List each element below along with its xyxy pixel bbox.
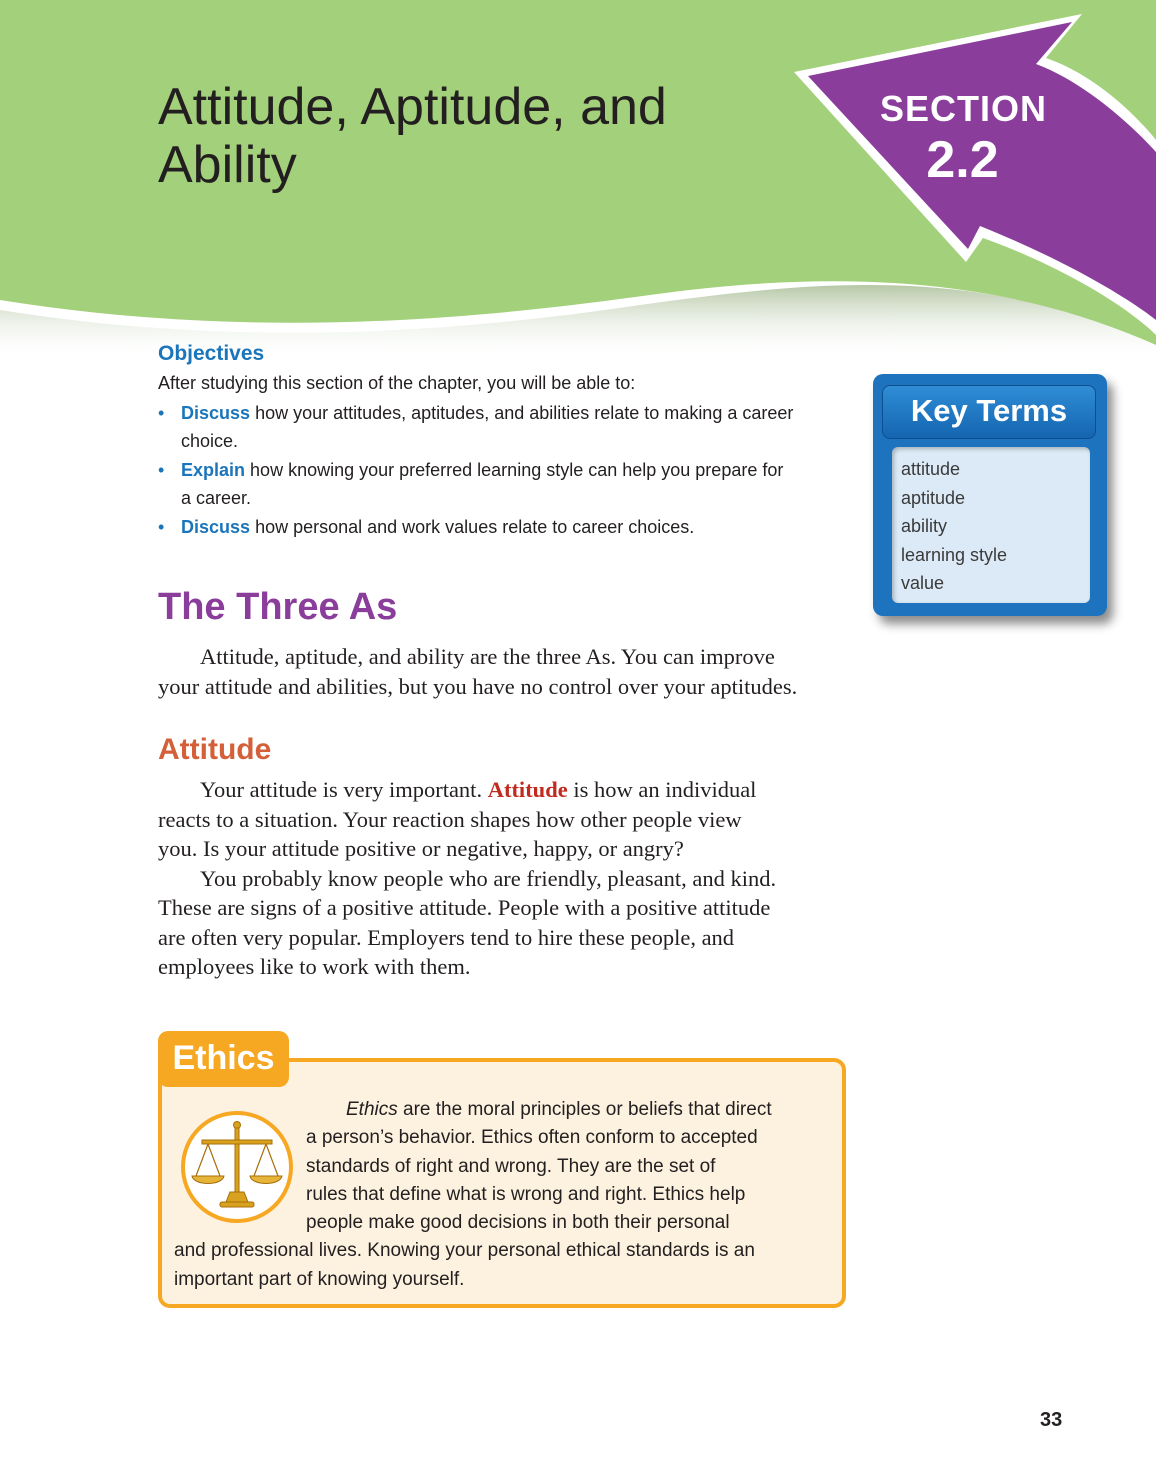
- ethics-line: people make good decisions in both their personal: [306, 1212, 730, 1234]
- text-run: Your attitude is very important.: [200, 777, 483, 802]
- objective-text-cont: a career.: [181, 488, 252, 508]
- key-terms-list: [901, 455, 1007, 598]
- paragraph-line: You probably know people who are friendly, pleasant, and kind.: [200, 865, 777, 891]
- paragraph-line: [158, 775, 858, 805]
- key-term-item: value: [901, 573, 945, 593]
- ethics-line: rules that define what is wrong and right. Ethics help: [306, 1183, 746, 1205]
- bullet-icon: •: [158, 403, 165, 423]
- attitude-body: [158, 775, 858, 982]
- paragraph-line: are often very popular. Employers tend to hire these people, and: [158, 924, 735, 950]
- bullet-icon: •: [158, 517, 165, 537]
- ethics-line: and professional lives. Knowing your personal ethical standards is an: [174, 1240, 755, 1262]
- objective-verb: Discuss: [181, 517, 251, 537]
- title-line-1: Attitude, Aptitude, and: [158, 78, 667, 136]
- paragraph-line: reacts to a situation. Your reaction shapes how other people view: [158, 806, 742, 832]
- ethics-line: standards of right and wrong. They are the set of: [306, 1155, 716, 1177]
- objectives-heading: Objectives: [158, 342, 265, 365]
- objective-item: [158, 456, 858, 512]
- objective-verb: Explain: [181, 460, 246, 480]
- section-number: 2.2: [926, 131, 999, 189]
- key-term-item: learning style: [901, 544, 1008, 565]
- key-terms-title: Key Terms: [910, 393, 1068, 428]
- key-term-item: attitude: [901, 459, 961, 479]
- objective-verb: Discuss: [181, 403, 251, 423]
- objectives-intro: After studying this section of the chapter, you will be able to:: [158, 373, 636, 393]
- ethics-title: Ethics: [172, 1039, 275, 1077]
- ethics-line: a person’s behavior. Ethics often conform to accepted: [306, 1127, 758, 1149]
- three-as-heading: The Three As: [158, 586, 398, 628]
- objective-item: [158, 399, 858, 455]
- ethics-term: Ethics: [346, 1099, 398, 1120]
- section-label: SECTION: [880, 88, 1048, 129]
- paragraph-line: employees like to work with them.: [158, 954, 471, 979]
- objective-text: how personal and work values relate to career choices.: [255, 517, 695, 537]
- objective-text: how knowing your preferred learning style can help you prepare for: [250, 460, 784, 480]
- paragraph-line: These are signs of a positive attitude. People with a positive attitude: [158, 895, 771, 920]
- paragraph-line: your attitude and abilities, but you have no control over your aptitudes.: [158, 673, 798, 699]
- three-as-paragraph: [158, 642, 858, 701]
- paragraph-line: Attitude, aptitude, and ability are the three As. You can improve: [200, 644, 775, 669]
- ethics-line: important part of knowing yourself.: [174, 1268, 465, 1290]
- objective-text: how your attitudes, aptitudes, and abilities relate to making a career: [255, 403, 794, 423]
- title-line-2: Ability: [158, 136, 297, 194]
- key-term-attitude: Attitude: [487, 777, 568, 802]
- attitude-heading: Attitude: [158, 733, 272, 766]
- objectives-list: [158, 399, 858, 542]
- ethics-text: [174, 1096, 834, 1294]
- key-term-item: ability: [901, 516, 948, 536]
- paragraph-line: you. Is your attitude positive or negative, happy, or angry?: [158, 836, 684, 861]
- bullet-icon: •: [158, 460, 165, 480]
- page-number: 33: [1040, 1409, 1063, 1431]
- ethics-line: [174, 1096, 834, 1124]
- text-run: is how an individual: [573, 777, 757, 802]
- key-term-item: aptitude: [901, 487, 966, 508]
- objective-item: [158, 513, 858, 541]
- chapter-title: [158, 78, 778, 194]
- text-run: are the moral principles or beliefs that direct: [403, 1099, 772, 1120]
- objective-text-cont: choice.: [181, 431, 239, 451]
